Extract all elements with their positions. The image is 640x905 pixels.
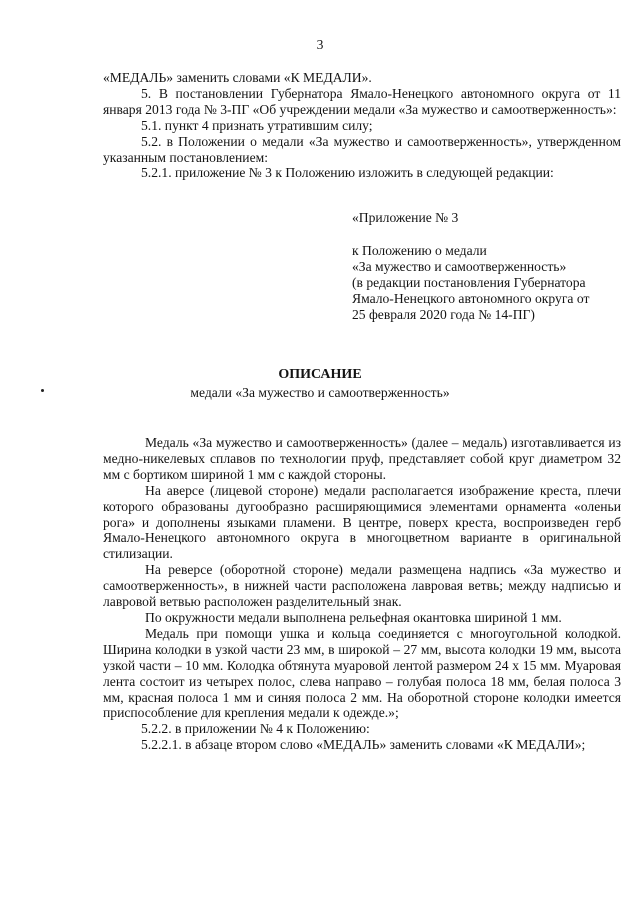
intro-paragraph-2: 5. В постановлении Губернатора Ямало-Ненецкого автономного округа от 11 января 2013 года № 3-ПГ «Об учреждении медали «За мужество и самоотверженность»:	[103, 85, 621, 117]
appendix-line-6: 25 февраля 2020 года № 14-ПГ)	[352, 306, 535, 322]
intro-paragraph-5: 5.2.1. приложение № 3 к Положению изложить в следующей редакции:	[141, 165, 554, 181]
description-title: ОПИСАНИЕ	[278, 367, 362, 382]
body-paragraph-4: По окружности медали выполнена рельефная окантовка шириной 1 мм.	[145, 609, 562, 625]
body-paragraph-5: Медаль при помощи ушка и кольца соединяется с многоугольной колодкой. Ширина колодки в узкой части 23 мм, в широкой – 27 мм, высота колодки 19 мм, высота узкой части – 10 мм. Колодка обтянута муаровой лентой размером 24 х 15 мм. Муаровая лента состоит из четырех полос, слева направо – голубая полоса 18 мм, белая полоса 3 мм, красная полоса 1 мм и синяя полоса 2 мм. На оборотной стороне колодки имеется приспособление для крепления медали к одежде.»;	[103, 625, 621, 721]
description-body	[103, 435, 621, 753]
intro-paragraph-1: «МЕДАЛЬ» заменить словами «К МЕДАЛИ».	[103, 70, 372, 85]
appendix-line-5: Ямало-Ненецкого автономного округа от	[352, 290, 590, 306]
body-paragraph-2: На аверсе (лицевой стороне) медали располагается изображение креста, плечи которого образованы дугообразно расширяющимися элементами орнамента «оленьи рога» и дополнены языками пламени. В центре, поверх креста, воспроизведен герб Ямало-Ненецкого автономного округа в многоцветном варианте в оригинальной стилизации.	[103, 482, 621, 562]
appendix-line-3: «За мужество и самоотверженность»	[352, 258, 567, 274]
outro-paragraph-1: 5.2.2. в приложении № 4 к Положению:	[141, 721, 370, 737]
intro-section	[103, 70, 621, 181]
body-paragraph-3: На реверсе (оборотной стороне) медали размещена надпись «За мужество и самоотверженность», в нижней части расположена лавровая ветвь; между надписью и лавровой ветвью расположен разделительный знак.	[103, 562, 621, 610]
appendix-line-1: «Приложение № 3	[352, 210, 459, 225]
appendix-line-2: к Положению о медали	[352, 242, 487, 258]
appendix-caption	[352, 210, 627, 322]
intro-paragraph-3: 5.1. пункт 4 признать утратившим силу;	[141, 117, 373, 133]
description-subtitle: медали «За мужество и самоотверженность»	[190, 385, 450, 400]
body-paragraph-1: Медаль «За мужество и самоотверженность» (далее – медаль) изготавливается из медно-никелевых сплавов по технологии пруф, представляет собой круг диаметром 32 мм с бортиком шириной 1 мм с каждой стороны.	[103, 435, 621, 482]
outro-paragraph-2: 5.2.2.1. в абзаце втором слово «МЕДАЛЬ» заменить словами «К МЕДАЛИ»;	[141, 737, 586, 753]
intro-paragraph-4: 5.2. в Положении о медали «За мужество и самоотверженность», утвержденном указанным постановлением:	[103, 133, 621, 165]
page-number: 3	[316, 37, 324, 52]
appendix-line-4: (в редакции постановления Губернатора	[352, 274, 586, 290]
